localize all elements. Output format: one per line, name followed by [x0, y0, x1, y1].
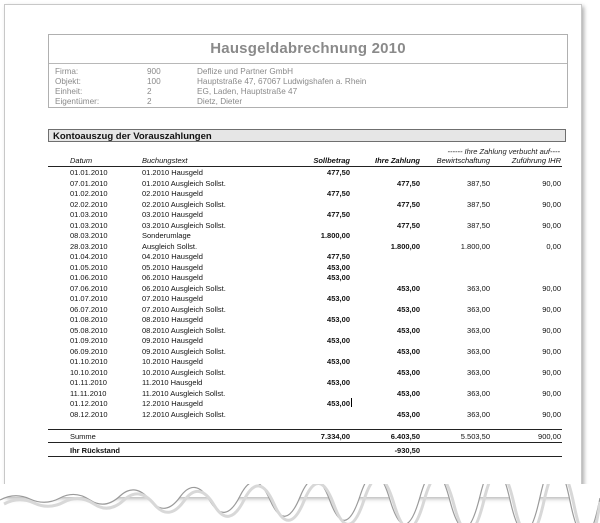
row-datum: 01.12.2010 [70, 399, 108, 408]
row-buchungstext: 02.2010 Hausgeld [142, 189, 203, 198]
section-title: Kontoauszug der Vorauszahlungen [48, 129, 566, 142]
row-datum: 01.01.2010 [70, 168, 108, 177]
row-bewirtschaftung [420, 189, 490, 198]
row-datum: 07.06.2010 [70, 283, 108, 293]
torn-edge [0, 484, 600, 523]
row-zufuehrung-ihr [495, 210, 561, 219]
row-datum: 28.03.2010 [70, 241, 108, 251]
row-zufuehrung-ihr [495, 357, 561, 366]
row-zufuehrung-ihr: 0,00 [546, 241, 561, 251]
row-zufuehrung-ihr: 90,00 [542, 283, 561, 293]
row-bewirtschaftung: 363,00 [467, 283, 490, 293]
row-sollbetrag [290, 200, 350, 209]
row-sollbetrag: 453,00 [327, 336, 350, 345]
row-buchungstext: Sonderumlage [142, 231, 191, 240]
row-zufuehrung-ihr: 90,00 [542, 325, 561, 335]
header-code: 2 [147, 97, 152, 106]
row-buchungstext: 08.2010 Ausgleich Sollst. [142, 325, 226, 335]
row-datum: 01.07.2010 [70, 294, 108, 303]
row-sollbetrag: 453,00 [327, 399, 350, 408]
row-buchungstext: 03.2010 Ausgleich Sollst. [142, 220, 226, 230]
row-zahlung: 477,50 [397, 220, 420, 230]
row-buchungstext: 02.2010 Ausgleich Sollst. [142, 199, 226, 209]
row-buchungstext: 01.2010 Ausgleich Sollst. [142, 178, 226, 188]
row-zahlung: 453,00 [397, 388, 420, 398]
row-zahlung [360, 263, 420, 272]
row-zufuehrung-ihr [495, 336, 561, 345]
rueckstand-underline [48, 456, 562, 457]
col-header-zufuehrung-ihr: Zuführung IHR [511, 156, 561, 165]
header-label: Eigentümer: [55, 97, 100, 106]
row-sollbetrag: 477,50 [327, 252, 350, 261]
summe-zufuehrung-ihr: 900,00 [538, 432, 561, 441]
row-zufuehrung-ihr: 90,00 [542, 220, 561, 230]
row-datum: 08.12.2010 [70, 409, 108, 419]
row-bewirtschaftung: 363,00 [467, 388, 490, 398]
row-zufuehrung-ihr: 90,00 [542, 367, 561, 377]
row-zahlung [360, 336, 420, 345]
header-row-firma [49, 67, 567, 77]
header-value: Deflize und Partner GmbH [197, 67, 294, 76]
row-datum: 06.09.2010 [70, 346, 108, 356]
row-buchungstext: Ausgleich Sollst. [142, 241, 198, 251]
row-zufuehrung-ihr: 90,00 [542, 304, 561, 314]
row-buchungstext: 03.2010 Hausgeld [142, 210, 203, 219]
row-bewirtschaftung: 363,00 [467, 367, 490, 377]
col-header-zahlung: Ihre Zahlung [375, 156, 420, 165]
row-datum: 02.02.2010 [70, 199, 108, 209]
row-zahlung [360, 378, 420, 387]
row-buchungstext: 09.2010 Hausgeld [142, 336, 203, 345]
row-datum: 05.08.2010 [70, 325, 108, 335]
row-sollbetrag [290, 368, 350, 377]
row-buchungstext: 12.2010 Hausgeld [142, 399, 203, 408]
row-bewirtschaftung [420, 210, 490, 219]
header-divider [49, 63, 567, 64]
row-sollbetrag [290, 347, 350, 356]
row-sollbetrag [290, 389, 350, 398]
row-zufuehrung-ihr [495, 378, 561, 387]
row-zahlung [360, 315, 420, 324]
row-bewirtschaftung: 387,50 [467, 220, 490, 230]
row-sollbetrag: 453,00 [327, 294, 350, 303]
header-box [48, 34, 568, 108]
row-zufuehrung-ihr [495, 168, 561, 177]
row-zahlung [360, 252, 420, 261]
row-datum: 01.08.2010 [70, 315, 108, 324]
text-cursor [351, 398, 352, 407]
row-sollbetrag [290, 305, 350, 314]
row-zufuehrung-ihr: 90,00 [542, 199, 561, 209]
row-zufuehrung-ihr [495, 189, 561, 198]
header-code: 100 [147, 77, 161, 86]
row-buchungstext: 11.2010 Ausgleich Sollst. [142, 388, 226, 398]
header-label: Firma: [55, 67, 79, 76]
row-zufuehrung-ihr: 90,00 [542, 409, 561, 419]
row-datum: 01.05.2010 [70, 262, 108, 272]
row-bewirtschaftung [420, 378, 490, 387]
row-datum: 01.03.2010 [70, 210, 108, 219]
summe-label: Summe [70, 432, 96, 441]
row-bewirtschaftung: 363,00 [467, 346, 490, 356]
header-code: 2 [147, 87, 152, 96]
row-zufuehrung-ihr: 90,00 [542, 178, 561, 188]
row-datum: 07.01.2010 [70, 178, 108, 188]
col-header-datum: Datum [70, 156, 93, 165]
row-bewirtschaftung [420, 231, 490, 240]
row-sollbetrag: 477,50 [327, 210, 350, 219]
summe-zahlung: 6.403,50 [390, 432, 420, 441]
header-label: Einheit: [55, 87, 83, 96]
row-sollbetrag [290, 242, 350, 251]
row-zahlung: 477,50 [397, 199, 420, 209]
row-datum: 01.11.2010 [70, 378, 107, 387]
row-bewirtschaftung [420, 168, 490, 177]
header-row-einheit [49, 87, 567, 97]
row-zahlung [360, 399, 420, 408]
row-zahlung: 453,00 [397, 367, 420, 377]
row-datum: 10.10.2010 [70, 367, 108, 377]
header-value: Dietz, Dieter [197, 97, 243, 106]
row-zufuehrung-ihr [495, 399, 561, 408]
header-code: 900 [147, 67, 161, 76]
header-value: Hauptstraße 47, 67067 Ludwigshafen a. Rhein [197, 77, 367, 86]
row-buchungstext: 01.2010 Hausgeld [142, 168, 203, 177]
row-bewirtschaftung: 1.800,00 [460, 241, 490, 251]
row-buchungstext: 12.2010 Ausgleich Sollst. [142, 409, 226, 419]
row-zahlung [360, 273, 420, 282]
row-datum: 11.11.2010 [70, 388, 107, 398]
row-sollbetrag: 453,00 [327, 273, 350, 282]
row-buchungstext: 10.2010 Ausgleich Sollst. [142, 367, 226, 377]
payment-allocation-note: ------ Ihre Zahlung verbucht auf---- [447, 147, 560, 156]
row-datum: 01.02.2010 [70, 189, 108, 198]
row-sollbetrag: 453,00 [327, 378, 350, 387]
row-sollbetrag [290, 284, 350, 293]
row-zahlung [360, 231, 420, 240]
header-row-eigentuemer [49, 97, 567, 107]
row-datum: 01.10.2010 [70, 357, 108, 366]
row-sollbetrag: 477,50 [327, 189, 350, 198]
col-header-bewirtschaftung: Bewirtschaftung [436, 156, 490, 165]
row-sollbetrag [290, 410, 350, 419]
row-sollbetrag: 453,00 [327, 262, 350, 272]
row-buchungstext: 06.2010 Hausgeld [142, 273, 203, 282]
row-zahlung [360, 168, 420, 177]
row-zufuehrung-ihr: 90,00 [542, 388, 561, 398]
row-zufuehrung-ihr [495, 315, 561, 324]
header-underline [48, 166, 562, 167]
row-datum: 01.06.2010 [70, 273, 108, 282]
row-zufuehrung-ihr [495, 252, 561, 261]
row-datum: 08.03.2010 [70, 231, 108, 240]
row-zahlung: 1.800,00 [390, 241, 420, 251]
row-sollbetrag: 453,00 [327, 357, 350, 366]
row-zahlung [360, 294, 420, 303]
rueckstand-label: Ihr Rückstand [70, 446, 121, 455]
row-sollbetrag [290, 221, 350, 230]
row-datum: 01.03.2010 [70, 220, 108, 230]
row-buchungstext: 07.2010 Ausgleich Sollst. [142, 304, 226, 314]
row-zahlung: 453,00 [397, 409, 420, 419]
row-zahlung: 453,00 [397, 325, 420, 335]
row-bewirtschaftung: 363,00 [467, 304, 490, 314]
sum-underline [48, 442, 562, 443]
row-buchungstext: 11.2010 Hausgeld [142, 378, 203, 387]
row-datum: 06.07.2010 [70, 304, 108, 314]
row-zufuehrung-ihr [495, 231, 561, 240]
row-zahlung: 453,00 [397, 346, 420, 356]
row-sollbetrag: 477,50 [327, 168, 350, 177]
row-bewirtschaftung [420, 357, 490, 366]
row-zahlung: 453,00 [397, 304, 420, 314]
row-bewirtschaftung: 363,00 [467, 409, 490, 419]
row-bewirtschaftung [420, 273, 490, 282]
row-buchungstext: 07.2010 Hausgeld [142, 294, 203, 303]
row-zahlung [360, 189, 420, 198]
row-bewirtschaftung [420, 263, 490, 272]
row-bewirtschaftung [420, 315, 490, 324]
row-zahlung: 477,50 [397, 178, 420, 188]
document-title: Hausgeldabrechnung 2010 [210, 40, 406, 57]
row-sollbetrag: 1.800,00 [320, 231, 350, 240]
summe-bewirtschaftung: 5.503,50 [460, 432, 490, 441]
row-sollbetrag [290, 326, 350, 335]
row-bewirtschaftung [420, 336, 490, 345]
col-header-buchungstext: Buchungstext [142, 156, 188, 165]
header-label: Objekt: [55, 77, 81, 86]
row-datum: 01.09.2010 [70, 336, 108, 345]
row-zufuehrung-ihr: 90,00 [542, 346, 561, 356]
row-bewirtschaftung [420, 399, 490, 408]
sum-separator [48, 429, 562, 430]
summe-sollbetrag: 7.334,00 [320, 432, 350, 441]
row-bewirtschaftung [420, 294, 490, 303]
row-buchungstext: 09.2010 Ausgleich Sollst. [142, 346, 226, 356]
row-buchungstext: 05.2010 Hausgeld [142, 262, 203, 272]
header-value: EG, Laden, Hauptstraße 47 [197, 87, 298, 96]
row-zahlung [360, 210, 420, 219]
col-header-sollbetrag: Sollbetrag [313, 156, 350, 165]
row-bewirtschaftung [420, 252, 490, 261]
row-buchungstext: 08.2010 Hausgeld [142, 315, 203, 324]
row-bewirtschaftung: 363,00 [467, 325, 490, 335]
row-zufuehrung-ihr [495, 263, 561, 272]
row-sollbetrag: 453,00 [327, 315, 350, 324]
row-buchungstext: 06.2010 Ausgleich Sollst. [142, 283, 226, 293]
row-buchungstext: 04.2010 Hausgeld [142, 252, 203, 261]
row-zahlung [360, 357, 420, 366]
row-datum: 01.04.2010 [70, 252, 108, 261]
row-bewirtschaftung: 387,50 [467, 199, 490, 209]
row-zahlung: 453,00 [397, 283, 420, 293]
row-buchungstext: 10.2010 Hausgeld [142, 357, 203, 366]
row-zufuehrung-ihr [495, 273, 561, 282]
row-sollbetrag [290, 179, 350, 188]
row-zufuehrung-ihr [495, 294, 561, 303]
header-row-objekt [49, 77, 567, 87]
row-bewirtschaftung: 387,50 [467, 178, 490, 188]
rueckstand-value: -930,50 [394, 446, 420, 455]
